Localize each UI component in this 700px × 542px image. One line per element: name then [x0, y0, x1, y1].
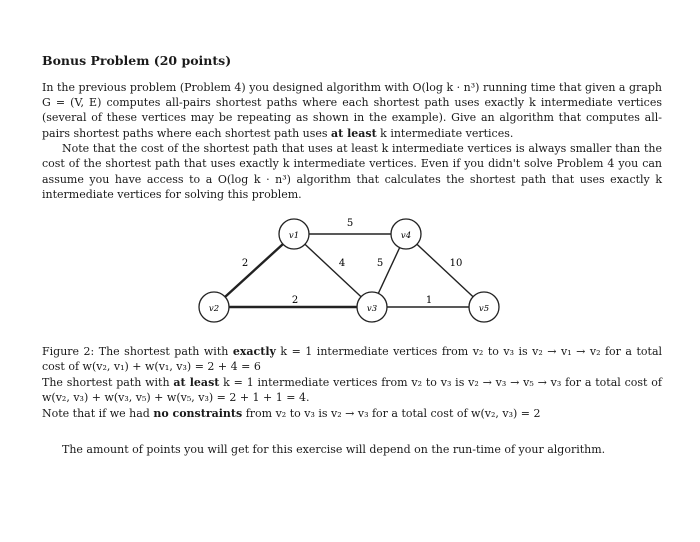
caption-bold: no constraints: [153, 406, 243, 420]
caption-line-2: [42, 375, 662, 406]
edge-v4-v5: [406, 234, 484, 307]
edge-v2-v1: [214, 234, 294, 307]
node-label-v2: v2: [208, 304, 220, 314]
figure-caption: [42, 344, 662, 421]
caption-bold: at least: [173, 375, 220, 389]
problem-page: [42, 52, 663, 456]
edge-label: 2: [241, 258, 249, 269]
graph-figure: [42, 212, 662, 352]
paragraph-1: [42, 80, 662, 142]
caption-text: Figure 2: The shortest path with: [42, 345, 229, 358]
graph-svg: [42, 212, 662, 352]
caption-text: k = 1 intermediate vertices from v₂ to v₃ is v₂ → v₁ → v₂ for a total cost of w(v₂, v₁) + w(v₁, v₃) = 2 + 4 = 6: [42, 345, 663, 374]
edge-label: 5: [376, 258, 384, 269]
caption-bold: exactly: [232, 345, 276, 358]
problem-title: Bonus Problem (20 points): [42, 53, 232, 68]
caption-text: k = 1 intermediate vertices from v₂ to v₃ is v₂ → v₃ → v₅ → v₃ for a total cost of w(v₂, v₃) + w(v₃, v₅) + w(v₅, v₃) = 2 + 1 + 1 = 4.: [42, 375, 662, 405]
node-label-v1: v1: [288, 231, 300, 241]
node-label-v3: v3: [366, 304, 378, 314]
node-label-v4: v4: [400, 231, 412, 241]
caption-text: from v₂ to v₃ is v₂ → v₃ for a total cost of w(v₂, v₃) = 2: [245, 406, 541, 420]
caption-text: Note that if we had: [42, 406, 150, 420]
edge-label: 4: [338, 258, 346, 269]
closing-note: The amount of points you will get for this exercise will depend on the run-time of your algorithm.: [62, 443, 606, 456]
paragraph-1-bold: at least: [331, 126, 377, 140]
edge-label: 1: [425, 295, 433, 306]
paragraph-2: Note that the cost of the shortest path that uses at least k intermediate vertices is always smaller than the cost of the shortest path that uses exactly k intermediate vertices. Even if you didn't solve Problem 4 you can assume you have access to a O(log k · n³) algorithm that calculates the shortest path that uses exactly k intermediate vertices for solving this problem.: [42, 142, 662, 202]
edge-label: 2: [291, 295, 299, 306]
edge-label: 10: [449, 258, 463, 269]
paragraph-1-text: In the previous problem (Problem 4) you designed algorithm with O(log k · n³) running time that given a graph G = (V, E) computes all-pairs shortest paths where each shortest path uses exactly k intermediate vertices (several of these vertices may be repeating as shown in the example). Give an algorithm that computes all-pairs shortest paths where each shortest path uses: [42, 80, 662, 140]
paragraph-1-end: k intermediate vertices.: [380, 126, 514, 140]
caption-line-1: [42, 344, 662, 375]
edge-label: 5: [346, 218, 354, 229]
caption-text: The shortest path with: [42, 375, 170, 389]
caption-line-3: [42, 406, 662, 421]
node-label-v5: v5: [478, 304, 490, 314]
